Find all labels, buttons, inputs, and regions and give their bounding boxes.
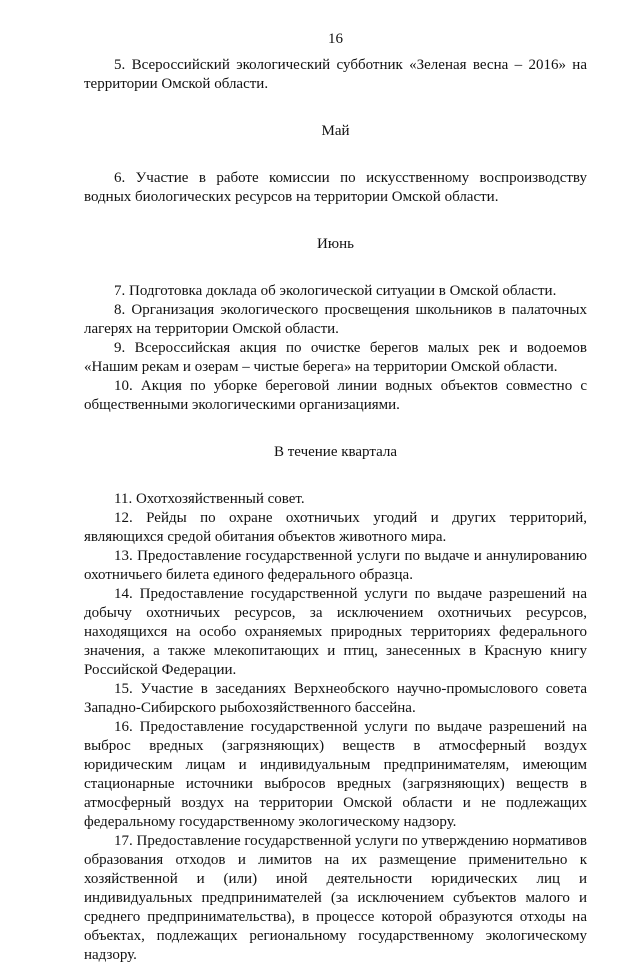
page-number: 16 (328, 31, 343, 47)
item-10: 10. Акция по уборке береговой линии водных объектов совместно с общественными экологическими организациями. (84, 378, 587, 413)
heading-quarter: В течение квартала (273, 444, 398, 460)
item-9: 9. Всероссийская акция по очистке берегов малых рек и водоемов «Нашим рекам и озерам – чистые берега» на территории Омской области. (84, 340, 587, 375)
item-11: 11. Охотхозяйственный совет. (114, 491, 305, 507)
item-13: 13. Предоставление государственной услуги по выдаче и аннулированию охотничьего билета единого федерального образца. (84, 548, 587, 583)
item-14: 14. Предоставление государственной услуги по выдаче разрешений на добычу охотничьих ресурсов, за исключением охотничьих ресурсов, находящихся на особо охраняемых природных территориях федерального значения, а также млекопитающих и птиц, занесенных в Красную книгу Российской Федерации. (84, 586, 587, 678)
item-16: 16. Предоставление государственной услуги по выдаче разрешений на выброс вредных (загрязняющих) веществ в атмосферный воздух юридическим лицам и индивидуальным предпринимателям, имеющим стационарные источники выбросов вредных (загрязняющих) веществ в атмосферный воздух на территории Омской области и не подлежащих федеральному государственному экологическому надзору. (84, 719, 587, 830)
item-6: 6. Участие в работе комиссии по искусственному воспроизводству водных биологических ресурсов на территории Омской области. (84, 170, 587, 205)
item-17: 17. Предоставление государственной услуги по утверждению нормативов образования отходов и лимитов на их размещение применительно к хозяйственной и (или) иной деятельности юридических лиц и индивидуальных предпринимателей (за исключением субъектов малого и среднего предпринимательства), в процессе которой образуются отходы на объектах, подлежащих региональному государственному экологическому надзору. (84, 833, 587, 963)
document-page (84, 30, 587, 965)
heading-may: Май (321, 123, 350, 139)
item-5: 5. Всероссийский экологический субботник «Зеленая весна – 2016» на территории Омской области. (84, 57, 587, 92)
item-15: 15. Участие в заседаниях Верхнеобского научно-промыслового совета Западно-Сибирского рыбохозяйственного бассейна. (84, 681, 587, 716)
item-12: 12. Рейды по охране охотничьих угодий и других территорий, являющихся средой обитания объектов животного мира. (84, 510, 587, 545)
item-7: 7. Подготовка доклада об экологической ситуации в Омской области. (114, 283, 557, 299)
item-8: 8. Организация экологического просвещения школьников в палаточных лагерях на территории Омской области. (84, 302, 587, 337)
heading-june: Июнь (317, 236, 354, 252)
